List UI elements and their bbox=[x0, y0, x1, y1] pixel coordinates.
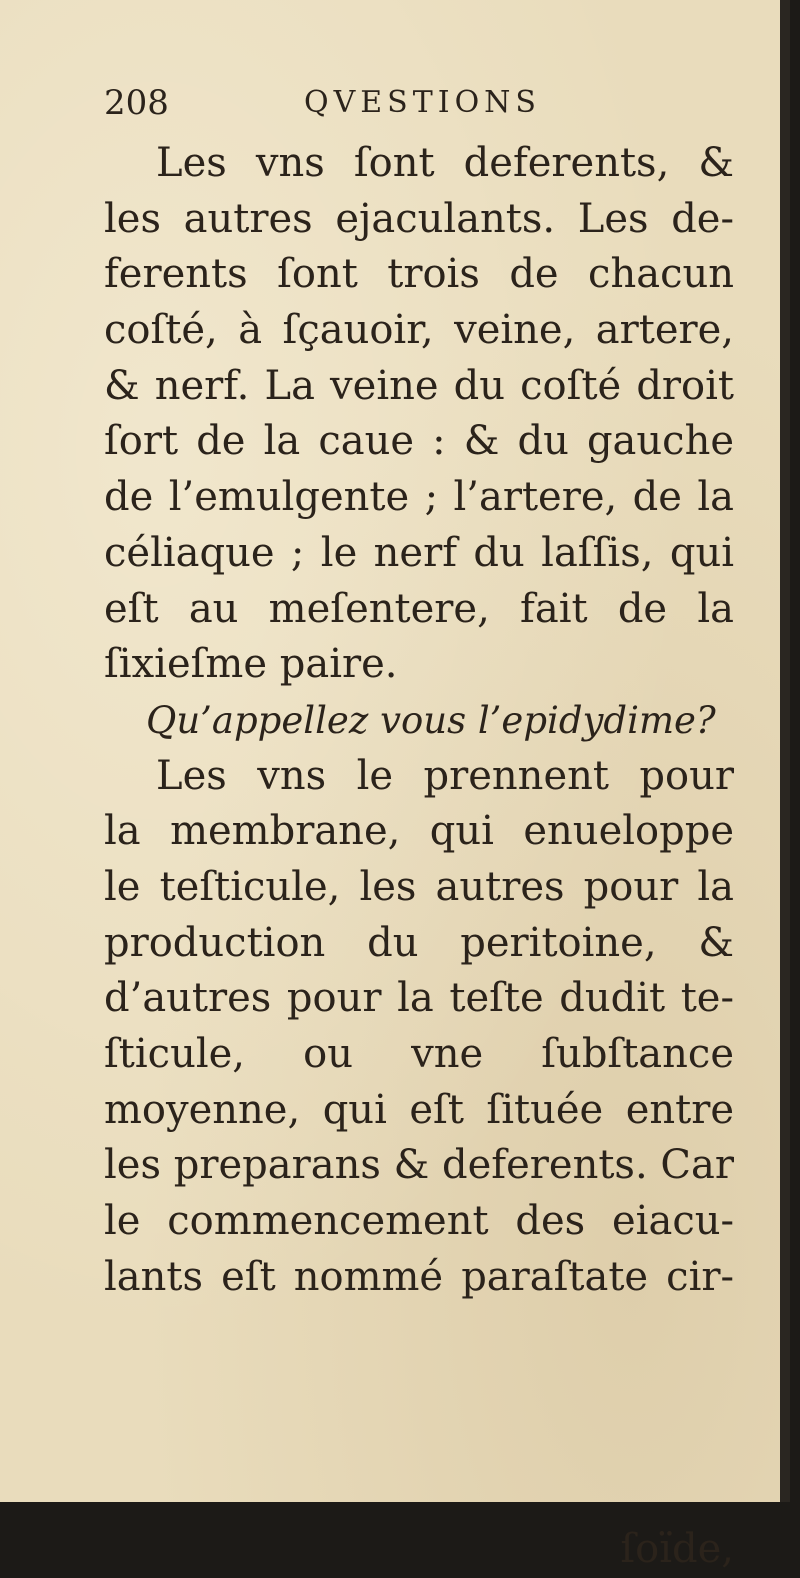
text-line: d’autres pour la teſte dudit te- bbox=[104, 975, 734, 1022]
text-line: Les vns le prennent pour bbox=[156, 752, 734, 799]
text-line: production du peritoine, & bbox=[104, 919, 734, 966]
text-line: & nerf. La veine du coſté droit bbox=[104, 362, 734, 409]
catchword: ſoïde, bbox=[620, 1526, 734, 1572]
page-number: 208 bbox=[104, 83, 169, 123]
running-title: QVESTIONS bbox=[304, 85, 541, 120]
page-header bbox=[104, 78, 704, 128]
text-line: les autres ejaculants. Les de- bbox=[104, 195, 734, 242]
text-line: céliaque ; le nerf du laſſis, qui bbox=[104, 529, 734, 576]
text-line: Les vns ſont deferents, & bbox=[156, 140, 734, 186]
text-line: eſt au meſentere, fait de la bbox=[104, 585, 734, 632]
text-block bbox=[104, 136, 734, 1572]
text-line: le teſticule, les autres pour la bbox=[104, 863, 734, 910]
text-line: ſticule, ou vne ſubſtance bbox=[104, 1031, 734, 1077]
question-heading: Qu’appellez vous l’epidydime? bbox=[146, 698, 716, 742]
page-edge-shadow bbox=[780, 0, 790, 1502]
text-line: de l’emulgente ; l’artere, de la bbox=[104, 474, 734, 521]
text-line: les preparans & deferents. Car bbox=[104, 1142, 734, 1189]
text-line: ſixieſme paire. bbox=[104, 641, 398, 688]
text-line: lants eſt nommé paraſtate cir- bbox=[104, 1253, 734, 1300]
text-line: coſté, à ſçauoir, veine, artere, bbox=[104, 307, 734, 354]
text-line: la membrane, qui enueloppe bbox=[104, 808, 734, 855]
text-line: ſort de la caue : & du gauche bbox=[104, 418, 734, 465]
text-line: ferents ſont trois de chacun bbox=[104, 251, 734, 298]
text-line: moyenne, qui eſt ſituée entre bbox=[104, 1086, 734, 1133]
text-line: le commencement des eiacu- bbox=[104, 1198, 734, 1245]
